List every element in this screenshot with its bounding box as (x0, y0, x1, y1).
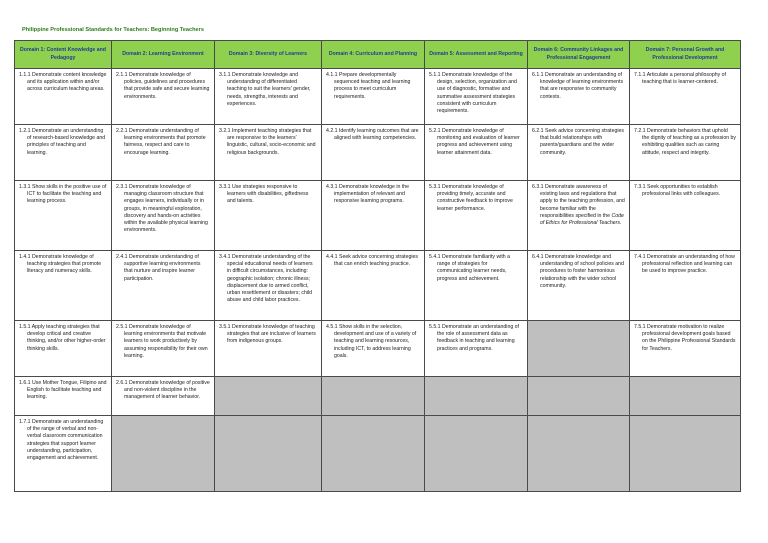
table-cell: 1.4.1 Demonstrate knowledge of teaching strategies that promote literacy and numeracy skills. (15, 251, 112, 321)
table-cell: 2.6.1 Demonstrate knowledge of positive and non-violent discipline in the management of learner behavior. (112, 377, 215, 416)
table-cell: 4.4.1 Seek advice concerning strategies that can enrich teaching practice. (322, 251, 425, 321)
table-cell: 5.3.1 Demonstrate knowledge of providing timely, accurate and constructive feedback to improve learner performance. (425, 181, 528, 251)
table-cell: 5.5.1 Demonstrate an understanding of the role of assessment data as feedback in teaching and learning practices and programs. (425, 321, 528, 377)
table-cell: 3.5.1 Demonstrate knowledge of teaching strategies that are inclusive of learners from indigenous groups. (215, 321, 322, 377)
domain-4-header: Domain 4: Curriculum and Planning (322, 41, 425, 69)
table-cell: 7.3.1 Seek opportunities to establish professional links with colleagues. (630, 181, 741, 251)
table-cell: 1.7.1 Demonstrate an understanding of the range of verbal and non-verbal classroom communication strategies that support learner understanding, participation, engagement and achievement. (15, 416, 112, 492)
table-cell: 6.1.1 Demonstrate an understanding of knowledge of learning environments that are responsive to community contexts. (528, 69, 630, 125)
table-cell: 4.2.1 Identify learning outcomes that are aligned with learning competencies. (322, 125, 425, 181)
domain-2-header: Domain 2: Learning Environment (112, 41, 215, 69)
empty-cell (528, 321, 630, 377)
table-row (15, 377, 741, 416)
table-cell: 2.5.1 Demonstrate knowledge of learning environments that motivate learners to work productively by assuming responsibility for their own learning. (112, 321, 215, 377)
table-cell: 6.4.1 Demonstrate knowledge and understanding of school policies and procedures to foster harmonious relationship with the wider school community. (528, 251, 630, 321)
table-cell: 4.1.1 Prepare developmentally sequenced teaching and learning process to meet curriculum requirements. (322, 69, 425, 125)
table-cell: 1.5.1 Apply teaching strategies that develop critical and creative thinking, and/or other higher-order thinking skills. (15, 321, 112, 377)
table-cell: 1.2.1 Demonstrate an understanding of research-based knowledge and principles of teaching and learning. (15, 125, 112, 181)
table-cell: 7.1.1 Articulate a personal philosophy of teaching that is learner-centered. (630, 69, 741, 125)
table-cell: 5.4.1 Demonstrate familiarity with a range of strategies for communicating learner needs, progress and achievement. (425, 251, 528, 321)
domain-1-header: Domain 1: Content Knowledge and Pedagogy (15, 41, 112, 69)
empty-cell (215, 416, 322, 492)
table-cell: 3.3.1 Use strategies responsive to learners with disabilities, giftedness and talents. (215, 181, 322, 251)
empty-cell (425, 377, 528, 416)
table-cell (528, 181, 630, 251)
empty-cell (112, 416, 215, 492)
table-cell: 2.2.1 Demonstrate understanding of learning environments that promote fairness, respect and care to encourage learning. (112, 125, 215, 181)
standards-table (14, 40, 741, 492)
empty-cell (528, 377, 630, 416)
table-cell: 7.5.1 Demonstrate motivation to realize professional development goals based on the Philippine Professional Standards for Teachers. (630, 321, 741, 377)
table-cell: 6.2.1 Seek advice concerning strategies that build relationships with parents/guardians and the wider community. (528, 125, 630, 181)
domain-5-header: Domain 5: Assessment and Reporting (425, 41, 528, 69)
table-row (15, 125, 741, 181)
table-cell: 2.1.1 Demonstrate knowledge of policies, guidelines and procedures that provide safe and secure learning environments. (112, 69, 215, 125)
empty-cell (322, 416, 425, 492)
table-row (15, 69, 741, 125)
header-row (15, 41, 741, 69)
table-cell: 1.1.1 Demonstrate content knowledge and its application within and/or across curriculum teaching areas. (15, 69, 112, 125)
table-cell: 4.3.1 Demonstrate knowledge in the implementation of relevant and responsive learning programs. (322, 181, 425, 251)
table-cell: 4.5.1 Show skills in the selection, development and use of a variety of teaching and learning resources, including ICT, to address learning goals. (322, 321, 425, 377)
table-cell: 2.4.1 Demonstrate understanding of supportive learning environments that nurture and inspire learner participation. (112, 251, 215, 321)
empty-cell (322, 377, 425, 416)
table-row (15, 181, 741, 251)
table-cell: 3.1.1 Demonstrate knowledge and understanding of differentiated teaching to suit the learners' gender, needs, strengths, interests and experiences. (215, 69, 322, 125)
empty-cell (215, 377, 322, 416)
table-cell: 7.4.1 Demonstrate an understanding of how professional reflection and learning can be used to improve practice. (630, 251, 741, 321)
cell-text: 6.3.1 Demonstrate awareness of existing laws and regulations that apply to the teaching profession, and become familiar with the responsibilities specified in the (532, 184, 625, 219)
cell-text-end: . (619, 220, 622, 227)
table-cell: 5.2.1 Demonstrate knowledge of monitoring and evaluation of learner progress and achievement using learner attainment data. (425, 125, 528, 181)
table-row (15, 251, 741, 321)
table-cell: 1.6.1 Use Mother Tongue, Filipino and English to facilitate teaching and learning. (15, 377, 112, 416)
table-cell: 3.2.1 Implement teaching strategies that are responsive to the learners' linguistic, cultural, socio-economic and religious backgrounds. (215, 125, 322, 181)
domain-6-header: Domain 6: Community Linkages and Professional Engagement (528, 41, 630, 69)
domain-3-header: Domain 3: Diversity of Learners (215, 41, 322, 69)
table-cell: 7.2.1 Demonstrate behaviors that uphold the dignity of teaching as a profession by exhibiting qualities such as caring attitude, respect and integrity. (630, 125, 741, 181)
domain-7-header: Domain 7: Personal Growth and Professional Development (630, 41, 741, 69)
table-cell: 1.3.1 Show skills in the positive use of ICT to facilitate the teaching and learning process. (15, 181, 112, 251)
table-cell: 3.4.1 Demonstrate understanding of the special educational needs of learners in difficult circumstances, including: geographic isolation; chronic illness; displacement due to armed conflict, urban resettlement or disasters; child abuse and child labor practices. (215, 251, 322, 321)
table-cell: 5.1.1 Demonstrate knowledge of the design, selection, organization and use of diagnostic, formative and summative assessment strategies consistent with curriculum requirements. (425, 69, 528, 125)
table-row (15, 416, 741, 492)
empty-cell (630, 377, 741, 416)
page-title: Philippine Professional Standards for Teachers: Beginning Teachers (22, 27, 204, 33)
empty-cell (528, 416, 630, 492)
code-of-ethics-title: Code of Ethics for Professional Teachers (540, 212, 624, 227)
empty-cell (630, 416, 741, 492)
table-row (15, 321, 741, 377)
empty-cell (425, 416, 528, 492)
table-cell: 2.3.1 Demonstrate knowledge of managing classroom structure that engages learners, individually or in groups, in meaningful exploration, discovery and hands-on activities within the available physical learning environments. (112, 181, 215, 251)
